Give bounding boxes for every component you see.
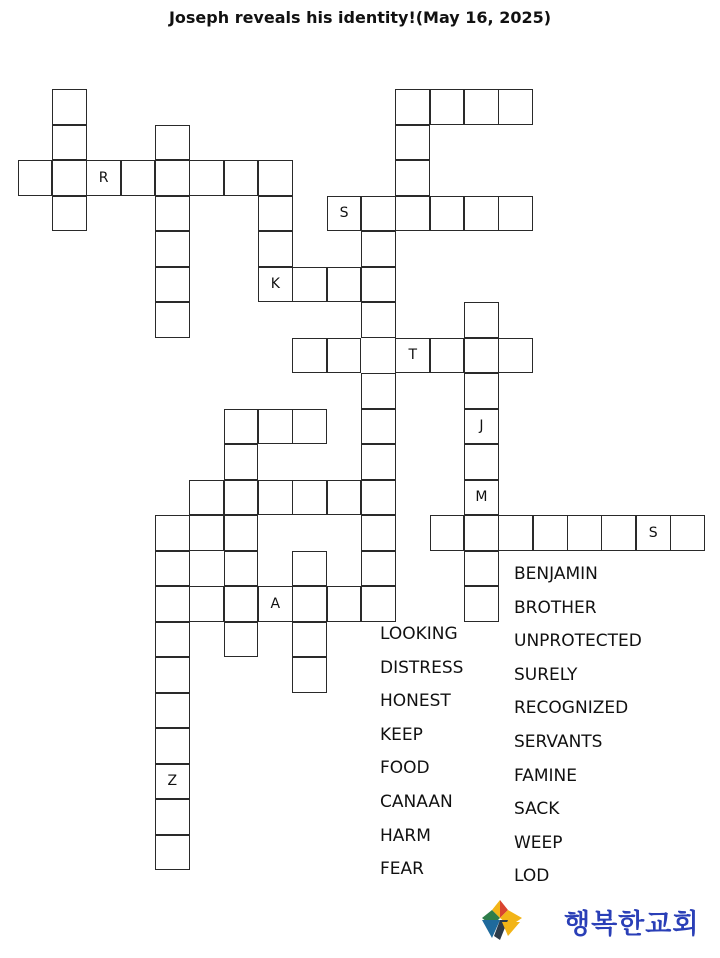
- grid-cell[interactable]: [498, 89, 533, 125]
- grid-cell[interactable]: [361, 409, 396, 445]
- word-item: HONEST: [380, 691, 451, 712]
- grid-cell[interactable]: [361, 302, 396, 338]
- grid-cell[interactable]: [327, 338, 362, 374]
- grid-cell[interactable]: [395, 125, 430, 161]
- grid-cell[interactable]: [292, 551, 327, 587]
- grid-cell[interactable]: [189, 480, 224, 516]
- word-item: WEEP: [514, 832, 563, 853]
- hint-letter: R: [98, 169, 109, 186]
- word-list-right: [514, 558, 642, 894]
- word-item: SACK: [514, 799, 560, 820]
- grid-cell[interactable]: [361, 480, 396, 516]
- grid-cell[interactable]: [292, 586, 327, 622]
- word-item: DISTRESS: [380, 657, 464, 678]
- grid-cell[interactable]: [464, 373, 499, 409]
- grid-cell[interactable]: [224, 480, 259, 516]
- word-item: BENJAMIN: [514, 564, 598, 584]
- grid-cell[interactable]: [430, 515, 465, 551]
- hint-letter: T: [408, 347, 418, 364]
- grid-cell[interactable]: [464, 409, 499, 445]
- grid-cell[interactable]: [18, 160, 53, 196]
- grid-cell[interactable]: [258, 267, 293, 303]
- grid-cell[interactable]: [155, 551, 190, 587]
- grid-cell[interactable]: [121, 160, 156, 196]
- grid-cell[interactable]: [52, 196, 87, 232]
- grid-cell[interactable]: [464, 338, 499, 374]
- grid-cell[interactable]: [395, 160, 430, 196]
- grid-cell[interactable]: [155, 799, 190, 835]
- grid-cell[interactable]: [327, 586, 362, 622]
- hint-letter: Z: [167, 773, 178, 790]
- grid-cell[interactable]: [189, 160, 224, 196]
- grid-cell[interactable]: [395, 338, 430, 374]
- word-item: FEAR: [380, 859, 424, 880]
- church-name: 행복한교회: [564, 909, 700, 940]
- grid-cell[interactable]: [224, 551, 259, 587]
- word-item: LOD: [514, 866, 550, 887]
- grid-cell[interactable]: [189, 515, 224, 551]
- grid-cell[interactable]: [224, 622, 259, 658]
- grid-cell[interactable]: [430, 89, 465, 125]
- grid-cell[interactable]: [464, 302, 499, 338]
- grid-cell[interactable]: [361, 231, 396, 267]
- grid-cell[interactable]: [498, 338, 533, 374]
- grid-cell[interactable]: [464, 196, 499, 232]
- grid-cell[interactable]: [155, 160, 190, 196]
- grid-cell[interactable]: [258, 480, 293, 516]
- grid-cell[interactable]: [224, 444, 259, 480]
- grid-cell[interactable]: [155, 267, 190, 303]
- grid-cell[interactable]: [155, 764, 190, 800]
- grid-cell[interactable]: [361, 551, 396, 587]
- grid-cell[interactable]: [327, 267, 362, 303]
- grid-cell[interactable]: [292, 409, 327, 445]
- word-list-left: [380, 618, 463, 887]
- grid-cell[interactable]: [464, 515, 499, 551]
- word-item: HARM: [380, 825, 431, 846]
- grid-cell[interactable]: [224, 515, 259, 551]
- grid-cell[interactable]: [52, 160, 87, 196]
- grid-cell[interactable]: [670, 515, 705, 551]
- grid-cell[interactable]: [327, 480, 362, 516]
- grid-cell[interactable]: [155, 586, 190, 622]
- grid-cell[interactable]: [464, 89, 499, 125]
- grid-cell[interactable]: [155, 657, 190, 693]
- grid-cell[interactable]: [361, 373, 396, 409]
- hint-letter: A: [270, 595, 281, 612]
- grid-cell[interactable]: [292, 622, 327, 658]
- grid-cell[interactable]: [533, 515, 568, 551]
- hint-letter: S: [339, 205, 349, 222]
- grid-cell[interactable]: [258, 160, 293, 196]
- grid-cell[interactable]: [601, 515, 636, 551]
- grid-cell[interactable]: [498, 196, 533, 232]
- word-item: LOOKING: [380, 624, 458, 644]
- grid-cell[interactable]: [224, 586, 259, 622]
- hint-letter: J: [479, 418, 484, 435]
- puzzle-title: Joseph reveals his identity!(May 16, 2025): [168, 8, 552, 27]
- grid-cell[interactable]: [395, 89, 430, 125]
- grid-cell[interactable]: [52, 125, 87, 161]
- grid-cell[interactable]: [361, 267, 396, 303]
- grid-cell[interactable]: [258, 586, 293, 622]
- grid-cell[interactable]: [498, 515, 533, 551]
- grid-cell[interactable]: [258, 196, 293, 232]
- grid-cell[interactable]: [361, 196, 396, 232]
- grid-cell[interactable]: [155, 231, 190, 267]
- word-item: KEEP: [380, 724, 423, 745]
- word-item: SURELY: [514, 664, 578, 685]
- grid-cell[interactable]: [189, 586, 224, 622]
- grid-cell[interactable]: [292, 657, 327, 693]
- hint-letter: S: [648, 524, 658, 541]
- grid-cell[interactable]: [567, 515, 602, 551]
- church-logo-icon: [478, 896, 524, 942]
- grid-cell[interactable]: [155, 835, 190, 871]
- grid-cell[interactable]: [292, 480, 327, 516]
- word-item: CANAAN: [380, 791, 453, 812]
- grid-cell[interactable]: [86, 160, 121, 196]
- grid-cell[interactable]: [636, 515, 671, 551]
- word-item: RECOGNIZED: [514, 698, 629, 719]
- hint-letter: M: [475, 489, 488, 506]
- grid-cell[interactable]: [361, 444, 396, 480]
- grid-cell[interactable]: [155, 728, 190, 764]
- word-item: BROTHER: [514, 597, 597, 618]
- grid-cell[interactable]: [464, 586, 499, 622]
- word-item: FOOD: [380, 758, 430, 779]
- grid-cell[interactable]: [155, 302, 190, 338]
- grid-cell[interactable]: [327, 196, 362, 232]
- grid-cell[interactable]: [464, 444, 499, 480]
- church-logo: [478, 896, 718, 946]
- grid-cell[interactable]: [224, 160, 259, 196]
- grid-cell[interactable]: [155, 622, 190, 658]
- grid-cell[interactable]: [155, 196, 190, 232]
- grid-cell[interactable]: [155, 125, 190, 161]
- grid-cell[interactable]: [430, 338, 465, 374]
- grid-cell[interactable]: [258, 231, 293, 267]
- grid-cell[interactable]: [258, 409, 293, 445]
- grid-cell[interactable]: [155, 515, 190, 551]
- word-item: FAMINE: [514, 765, 577, 786]
- grid-cell[interactable]: [292, 267, 327, 303]
- grid-cell[interactable]: [464, 551, 499, 587]
- grid-cell[interactable]: [361, 586, 396, 622]
- grid-cell[interactable]: [292, 338, 327, 374]
- hint-letter: K: [270, 276, 280, 293]
- word-item: SERVANTS: [514, 731, 603, 752]
- grid-cell[interactable]: [430, 196, 465, 232]
- grid-cell[interactable]: [361, 515, 396, 551]
- grid-cell[interactable]: [155, 693, 190, 729]
- grid-cell[interactable]: [464, 480, 499, 516]
- grid-cell[interactable]: [395, 196, 430, 232]
- grid-cell[interactable]: [224, 409, 259, 445]
- grid-cell[interactable]: [52, 89, 87, 125]
- word-item: UNPROTECTED: [514, 631, 642, 652]
